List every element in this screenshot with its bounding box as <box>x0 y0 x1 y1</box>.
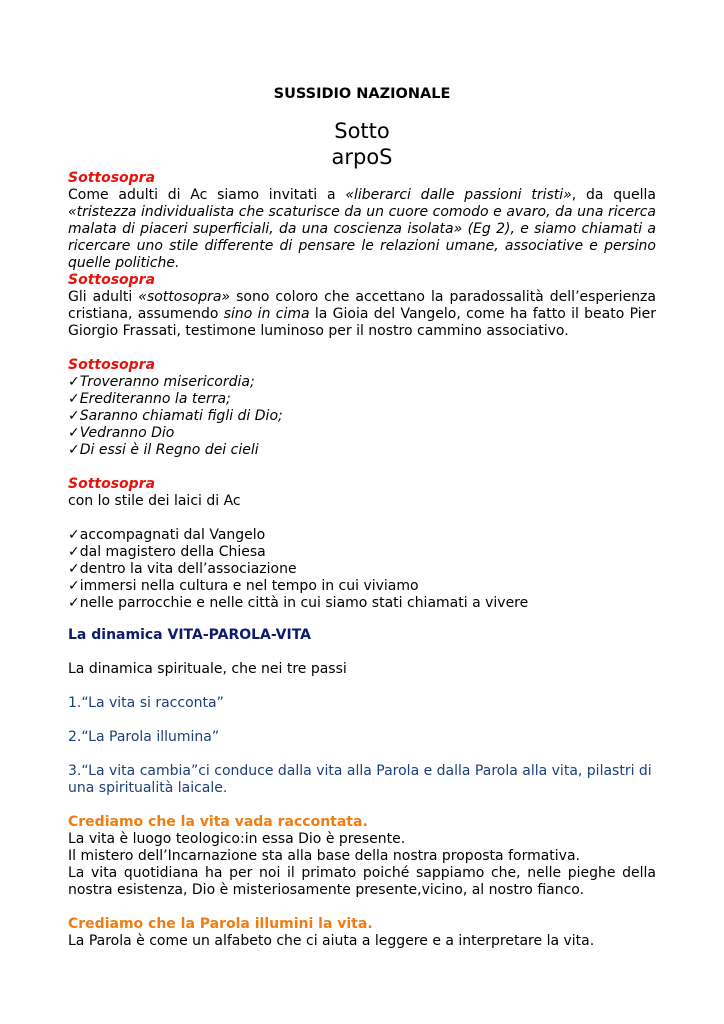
list-item <box>68 391 656 408</box>
dinamica-step-1: 1.“La vita si racconta” <box>68 695 224 711</box>
credo-1 <box>68 814 656 899</box>
section-2-text <box>68 289 656 340</box>
section-1 <box>68 170 656 272</box>
section-1-text-b: «liberarci dalle passioni tristi» <box>345 187 572 203</box>
section-2-text-d: sino in cima <box>223 306 310 322</box>
checkmark-icon: ✓ <box>68 595 80 611</box>
title-line-1: Sotto <box>334 119 390 143</box>
list-item-text: Troveranno misericordia; <box>79 374 255 390</box>
credo-1-heading: Crediamo che la vita vada raccontata. <box>68 814 368 830</box>
section-2-heading: Sottosopra <box>68 272 156 288</box>
checkmark-icon: ✓ <box>68 391 80 407</box>
dinamica-heading: La dinamica VITA-PAROLA-VITA <box>68 627 312 643</box>
list-item <box>68 425 656 442</box>
section-3-heading: Sottosopra <box>68 357 156 373</box>
checkmark-icon: ✓ <box>68 527 80 543</box>
list-item <box>68 374 656 391</box>
list-item-text: accompagnati dal Vangelo <box>79 527 266 543</box>
dinamica-step-2: 2.“La Parola illumina” <box>68 729 220 745</box>
section-1-text-c: , da quella <box>571 187 656 203</box>
section-2 <box>68 272 656 340</box>
list-item <box>68 408 656 425</box>
list-item-text: dentro la vita dell’associazione <box>79 561 297 577</box>
dinamica-intro: La dinamica spirituale, che nei tre passi <box>68 661 347 677</box>
section-1-text-a: Come adulti di Ac siamo invitati a <box>68 187 346 203</box>
section-3 <box>68 357 656 459</box>
spacer <box>68 510 656 527</box>
section-1-text <box>68 187 656 272</box>
checkmark-icon: ✓ <box>68 425 80 441</box>
checkmark-icon: ✓ <box>68 561 80 577</box>
list-item-text: Di essi è il Regno dei cieli <box>79 442 259 458</box>
list-item <box>68 442 656 459</box>
list-item-text: Erediteranno la terra; <box>79 391 231 407</box>
credo-1-line-2: Il mistero dell’Incarnazione sta alla base della nostra proposta formativa. <box>68 848 580 864</box>
list-item <box>68 544 656 561</box>
section-4 <box>68 476 656 612</box>
credo-2-line-1: La Parola è come un alfabeto che ci aiuta a leggere e a interpretare la vita. <box>68 933 595 949</box>
section-4-subtitle: con lo stile dei laici di Ac <box>68 493 241 509</box>
list-item <box>68 595 656 612</box>
section-2-text-c: sono coloro che accettano la paradossalità dell’esperienza cristiana, assumendo <box>68 289 656 322</box>
section-2-text-e: la Gioia del Vangelo, come ha fatto il beato Pier Giorgio Frassati, testimone luminoso per il nostro cammino associativo. <box>68 306 657 339</box>
checkmark-icon: ✓ <box>68 374 80 390</box>
section-1-heading: Sottosopra <box>68 170 156 186</box>
section-2-text-a: Gli adulti <box>68 289 139 305</box>
checkmark-icon: ✓ <box>68 442 80 458</box>
list-item <box>68 561 656 578</box>
credo-2-heading: Crediamo che la Parola illumini la vita. <box>68 916 373 932</box>
checkmark-icon: ✓ <box>68 544 80 560</box>
list-item-text: nelle parrocchie e nelle città in cui siamo stati chiamati a vivere <box>79 595 529 611</box>
checkmark-icon: ✓ <box>68 408 80 424</box>
dinamica-step-3: 3.“La vita cambia”ci conduce dalla vita alla Parola e dalla Parola alla vita, pilastri di una spiritualità laicale. <box>68 763 652 796</box>
list-item <box>68 578 656 595</box>
title-line-2: arpoS <box>331 145 393 169</box>
section-4-heading: Sottosopra <box>68 476 156 492</box>
credo-1-line-3: La vita quotidiana ha per noi il primato poiché sappiamo che, nelle pieghe della nostra esistenza, Dio è misteriosamente presente,vicino, al nostro fianco. <box>68 865 656 898</box>
section-1-text-d: «tristezza individualista che scaturisce da un cuore comodo e avaro, da una ricerca malata di piaceri superficiali, da una coscienza isolata» (Eg 2), e siamo chiamati a ricercare uno stile differente di pensare le relazioni umane, associative e persino quelle politiche. <box>68 204 656 271</box>
credo-1-line-1: La vita è luogo teologico:in essa Dio è presente. <box>68 831 406 847</box>
list-item <box>68 527 656 544</box>
list-item-text: Vedranno Dio <box>79 425 175 441</box>
document-header: SUSSIDIO NAZIONALE <box>273 86 451 102</box>
credo-2 <box>68 916 656 950</box>
list-item-text: Saranno chiamati figli di Dio; <box>79 408 283 424</box>
list-item-text: immersi nella cultura e nel tempo in cui viviamo <box>79 578 419 594</box>
section-2-text-b: «sottosopra» <box>138 289 231 305</box>
checkmark-icon: ✓ <box>68 578 80 594</box>
document-title <box>68 118 656 170</box>
list-item-text: dal magistero della Chiesa <box>79 544 266 560</box>
